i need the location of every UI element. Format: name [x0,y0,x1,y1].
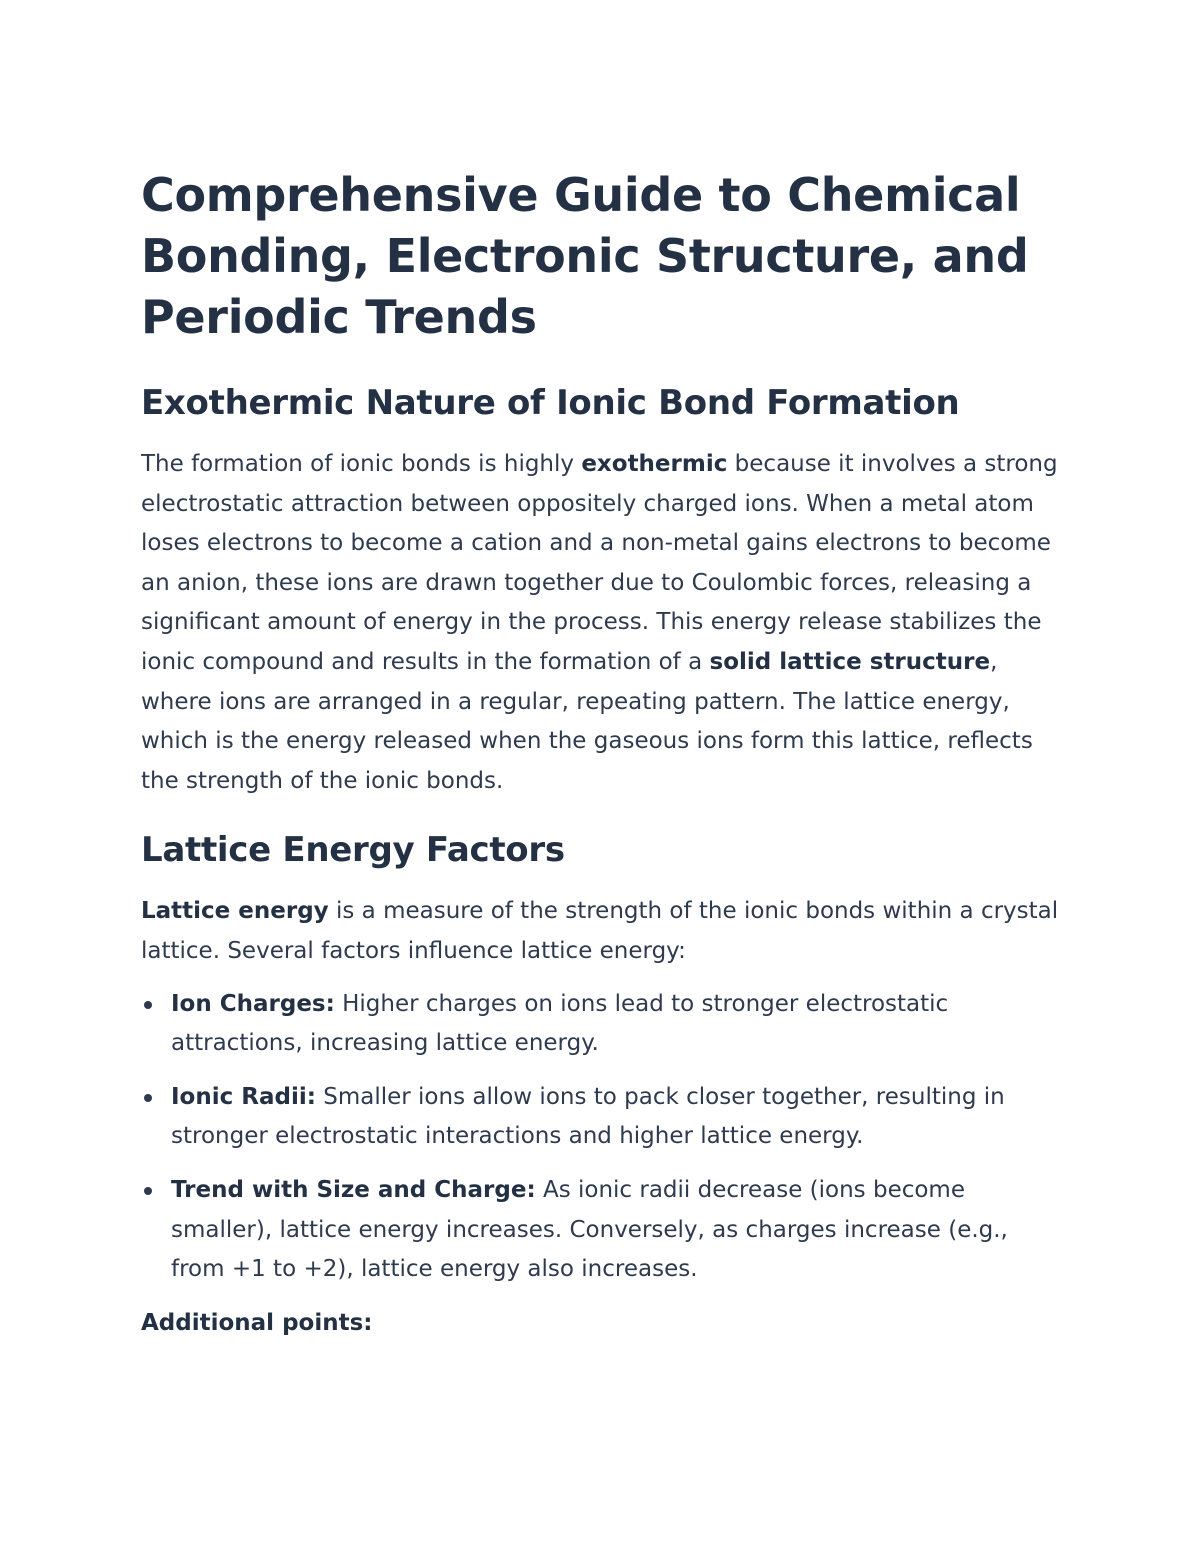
text-run: The formation of ionic bonds is highly [141,451,582,477]
bold-term-lattice-energy: Lattice energy [141,898,329,925]
list-item-label: Trend with Size and Charge: [171,1176,536,1203]
text-run: because it involves a strong electrostatic attraction between oppositely charged ions. When a metal atom loses electrons to become a cation and a non-metal gains electrons to become an anion, these ions are drawn together due to Coulombic forces, releasing a significant amount of energy in the process. This energy release stabilizes the ionic compound and results in the formation of a [141,451,1058,675]
bold-term-exothermic: exothermic [581,451,728,477]
text-run: , where ions are arranged in a regular, repeating pattern. The lattice energy, which is the energy released when the gaseous ions form this lattice, reflects the strength of the ionic bonds. [141,648,1033,794]
page-title: Comprehensive Guide to Chemical Bonding, Electronic Structure, and Periodic Trends [141,168,1029,344]
document-page [141,165,1061,1343]
list-item-text: Higher charges on ions lead to stronger electrostatic attractions, increasing lattice energy. [171,990,949,1057]
list-item-text: As ionic radii decrease (ions become smaller), lattice energy increases. Conversely, as charges increase (e.g., from +1 to +2), lattice energy also increases. [171,1176,1008,1283]
bold-term-solid-lattice: solid lattice structure [709,648,991,675]
list-item [141,1171,1061,1290]
additional-points-text: Additional points: [141,1309,373,1336]
section-heading-exothermic: Exothermic Nature of Ionic Bond Formation [141,383,960,423]
bullet-icon [144,1001,152,1009]
section-paragraph-exothermic [141,445,1061,801]
factor-list [141,985,1061,1290]
list-item-text: Smaller ions allow ions to pack closer together, resulting in stronger electrostatic interactions and higher lattice energy. [171,1083,1005,1150]
section-paragraph-lattice-energy [141,892,1061,971]
list-item [141,985,1061,1064]
list-item-label: Ionic Radii: [171,1083,316,1110]
list-item-label: Ion Charges: [171,990,335,1017]
section-heading-lattice-energy: Lattice Energy Factors [141,830,565,871]
bullet-icon [144,1094,152,1102]
bullet-icon [144,1187,152,1195]
additional-points-label [141,1304,1061,1344]
list-item [141,1078,1061,1157]
text-run: is a measure of the strength of the ionic bonds within a crystal lattice. Several factors influence lattice energy: [141,898,1059,964]
